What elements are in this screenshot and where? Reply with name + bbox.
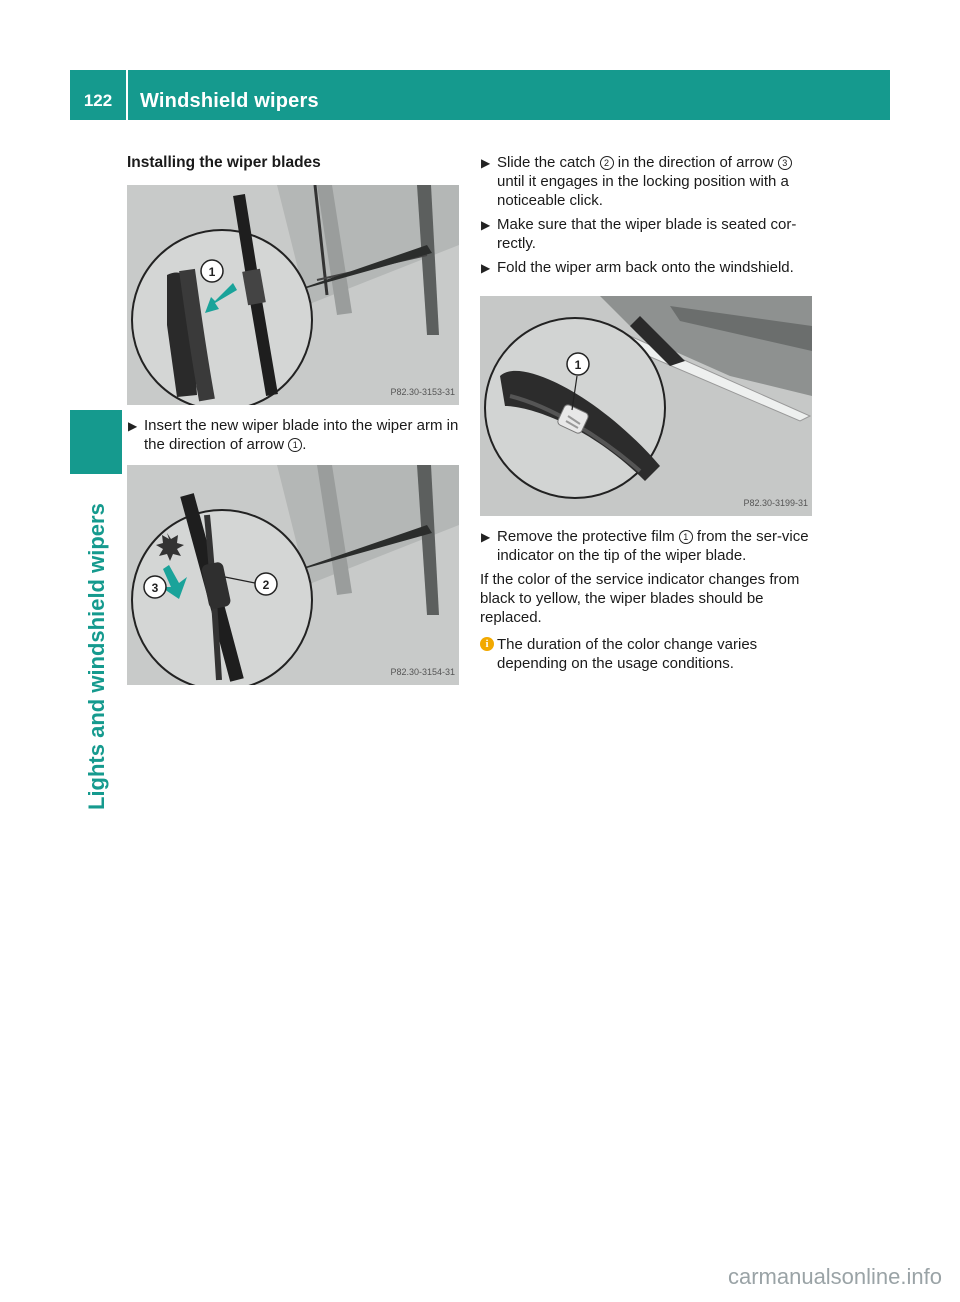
step-arrow-icon: ▶: [481, 530, 491, 544]
callout-ref: 2: [600, 156, 614, 170]
info-icon: i: [480, 637, 494, 651]
service-indicator-paragraph: If the color of the service indicator changes from black to yellow, the wiper blades should be replaced.: [480, 571, 800, 626]
wiper-illustration-3: [480, 296, 812, 516]
page-header: [70, 70, 890, 120]
callout-1: 1: [574, 358, 582, 372]
right-column: [480, 153, 812, 673]
figure-slide-catch: [127, 465, 459, 685]
step-text: in the direction of arrow: [613, 154, 778, 171]
step-text: Insert the new wiper blade into the wiper arm in the direction of arrow: [144, 417, 459, 453]
step-arrow-icon: ▶: [481, 261, 491, 275]
callout-1: 1: [208, 265, 216, 279]
step-insert-blade: [127, 416, 460, 454]
step-arrow-icon: ▶: [481, 156, 491, 170]
figure-code: P82.30-3199-31: [743, 498, 808, 508]
chapter-label: Lights and windshield wipers: [84, 503, 109, 810]
callout-2: 2: [262, 578, 270, 592]
page-title: Windshield wipers: [140, 90, 319, 112]
callout-3: 3: [151, 581, 159, 595]
step-fold-arm: [480, 258, 812, 277]
wiper-illustration: [127, 185, 459, 405]
step-text: Remove the protective film: [497, 528, 679, 545]
callout-ref: 3: [778, 156, 792, 170]
step-text: from the ser-vice indicator on the tip of the wiper blade.: [497, 528, 809, 564]
section-heading: Installing the wiper blades: [127, 154, 321, 171]
figure-code: P82.30-3153-31: [390, 387, 455, 397]
step-slide-catch: [480, 153, 812, 210]
step-arrow-icon: ▶: [481, 218, 491, 232]
step-arrow-icon: ▶: [128, 419, 138, 433]
callout-ref: 1: [288, 438, 302, 452]
info-note: [480, 635, 812, 673]
step-text: until it engages in the locking position with a noticeable click.: [497, 173, 789, 209]
figure-code: P82.30-3154-31: [390, 667, 455, 677]
figure-service-indicator: [480, 296, 812, 516]
wiper-illustration-2: [127, 465, 459, 685]
step-remove-film: [480, 527, 812, 565]
step-text-end: .: [302, 436, 307, 453]
page-number: 122: [70, 70, 128, 120]
chapter-tab: [70, 410, 122, 474]
step-text: Fold the wiper arm back onto the windshield.: [497, 259, 794, 276]
step-check-seated: [480, 215, 812, 253]
figure-insert-blade: [127, 185, 459, 405]
step-text: Slide the catch: [497, 154, 600, 171]
left-column: [127, 153, 460, 685]
info-text: The duration of the color change varies depending on the usage conditions.: [497, 636, 758, 672]
step-text: Make sure that the wiper blade is seated cor-rectly.: [497, 216, 797, 252]
callout-ref: 1: [679, 530, 693, 544]
watermark: carmanualsonline.info: [727, 1264, 942, 1289]
